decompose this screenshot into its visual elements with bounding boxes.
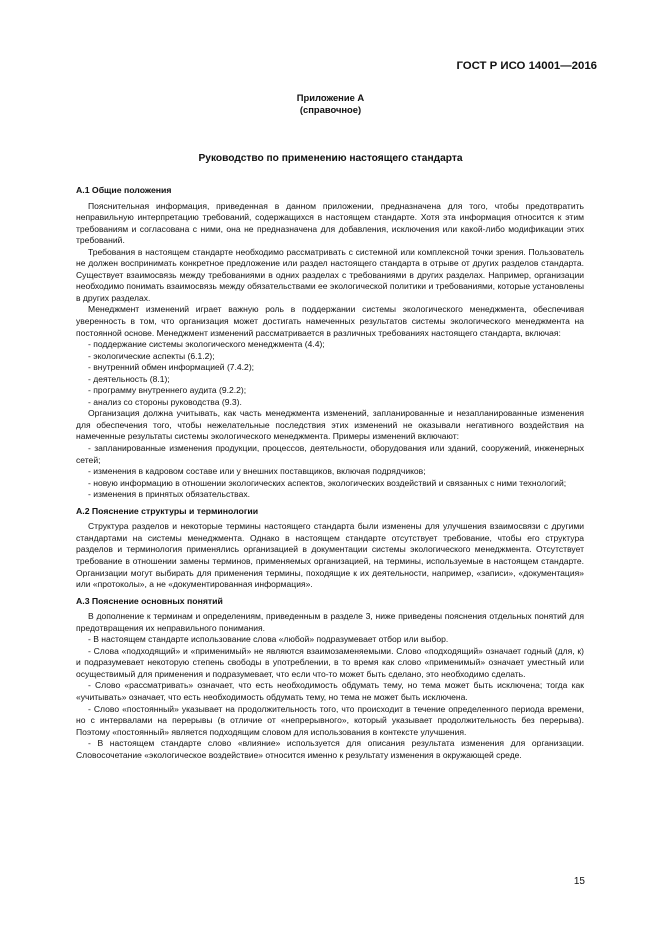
- list-item: - программу внутреннего аудита (9.2.2);: [88, 385, 247, 396]
- list-item: - В настоящем стандарте слово «влияние» используется для описания результата изменения для организации. Словосочетание «экологическое воздействие» относится именно к результату изменения в окружающей среде.: [76, 738, 584, 760]
- paragraph: Менеджмент изменений играет важную роль в поддержании системы экологического менеджмента, обеспечивая уверенность в том, что организация может достигать намеченных результатов системы экологического менеджмента на постоянной основе. Менеджмент изменений рассматривается в различных требованиях настоящего стандарта, включая:: [76, 304, 584, 338]
- page-number: 15: [573, 876, 585, 887]
- annex-heading: [0, 92, 661, 116]
- section-heading-a2: А.2 Пояснение структуры и терминологии: [76, 505, 259, 516]
- paragraph: Структура разделов и некоторые термины настоящего стандарта были изменены для улучшения взаимосвязи с другими стандартами на системы менеджмента. Однако в настоящем стандарте отсутствует требование, чтобы его структура разделов и терминология применялись организацией в документации системы экологического менеджмента. Отсутствует требование в отношении замены терминов, применяемых организацией, на термины, используемые в настоящем стандарте. Организации могут выбирать для применения термины, походящие к их деятельности, например, «записи», «документация» или «протоколы», а не «документированная информация».: [76, 521, 584, 590]
- annex-title: Приложение А: [296, 92, 365, 103]
- list-item: - новую информацию в отношении экологических аспектов, экологических воздействий и связанных с ними технологий;: [88, 477, 567, 488]
- list-item: - запланированные изменения продукции, процессов, деятельности, оборудования или зданий, сооружений, инженерных сетей;: [76, 443, 584, 465]
- list-item: - изменения в кадровом составе или у внешних поставщиков, включая подрядчиков;: [88, 466, 426, 477]
- document-body: [76, 185, 584, 761]
- paragraph: Пояснительная информация, приведенная в данном приложении, предназначена для того, чтобы предотвратить неправильную интерпретацию требований, содержащихся в настоящем стандарте. Хотя эта информация относится к этим требованиям и согласована с ними, она не предназначена для добавления, исключения или какой-либо модификации этих требований.: [76, 200, 584, 246]
- list-item: - Слово «рассматривать» означает, что есть необходимость обдумать тему, но тема может быть исключена; тогда как «учитывать» означает, что есть необходимость обдумать тему, но тема не может быть исключена.: [76, 680, 584, 702]
- section-heading-a3: А.3 Пояснение основных понятий: [76, 595, 223, 606]
- main-title: Руководство по применению настоящего стандарта: [198, 153, 463, 164]
- list-item: - Слова «подходящий» и «применимый» не являются взаимозаменяемыми. Слово «подходящий» означает годный (для, к) и подразумевает некоторую степень свободы в употреблении, в то время как слово «применимый» означает уместный или осуществимый для применения и подразумевает, что если что-то может быть сделано, это необходимо сделать.: [76, 645, 584, 679]
- document-code: ГОСТ Р ИСО 14001—2016: [456, 60, 597, 72]
- list-item: - анализ со стороны руководства (9.3).: [88, 396, 242, 407]
- list-item: - экологические аспекты (6.1.2);: [88, 350, 215, 361]
- paragraph: Требования в настоящем стандарте необходимо рассматривать с системной или комплексной точки зрения. Пользователь не должен воспринимать конкретное предложение или раздел настоящего стандарта в отрыве от других разделов стандарта. Существует взаимосвязь между требованиями в одних разделах с требованиями в других разделах. Например, организации необходимо понимать взаимосвязь между обязательствами ее экологической политики и требованиями, которые установлены в других разделах.: [76, 246, 584, 303]
- paragraph: Организация должна учитывать, как часть менеджмента изменений, запланированные и незапланированные изменения для обеспечения того, чтобы нежелательные последствия этих изменений не оказывали негативного воздействия на намеченные результаты системы экологического менеджмента. Примеры изменений включают:: [76, 408, 584, 442]
- list-item: - поддержание системы экологического менеджмента (4.4);: [88, 339, 325, 350]
- annex-subtitle: (справочное): [299, 104, 362, 115]
- list-item: - В настоящем стандарте использование слова «любой» подразумевает отбор или выбор.: [88, 634, 449, 645]
- list-item: - деятельность (8.1);: [88, 373, 170, 384]
- paragraph: В дополнение к терминам и определениям, приведенным в разделе 3, ниже приведены пояснения отдельных понятий для предотвращения их неправильного понимания.: [76, 611, 584, 633]
- list-item: - Слово «постоянный» указывает на продолжительность того, что происходит в течение определенного периода времени, но с интервалами на перерывы (в отличие от «непрерывного», который указывает продолжительность без перерыва). Поэтому «постоянный» является подходящим словом для использования в контексте улучшения.: [76, 703, 584, 737]
- list-item: - изменения в принятых обязательствах.: [88, 489, 250, 500]
- list-item: - внутренний обмен информацией (7.4.2);: [88, 362, 255, 373]
- section-heading-a1: А.1 Общие положения: [76, 185, 172, 195]
